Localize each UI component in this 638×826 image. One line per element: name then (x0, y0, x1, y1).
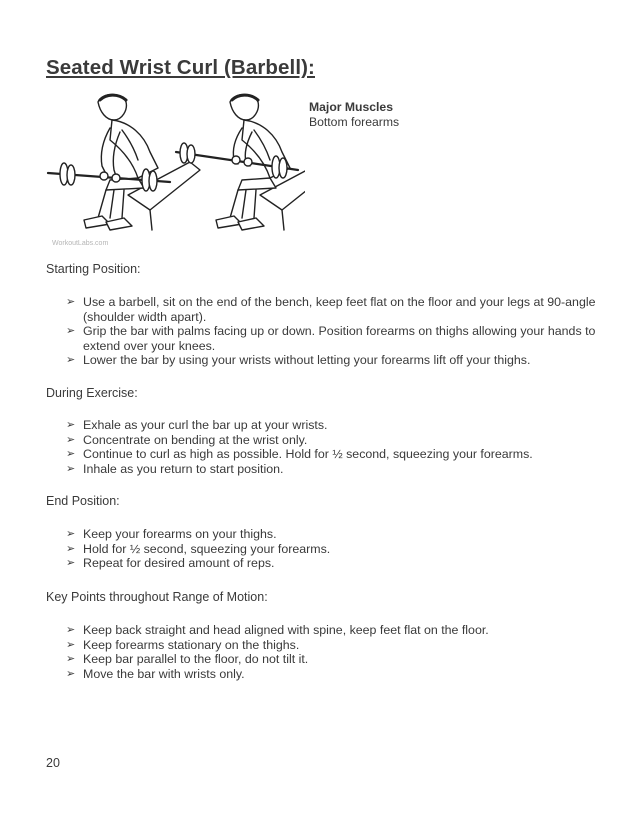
arrow-bullet-icon: ➢ (66, 557, 76, 570)
arrow-bullet-icon: ➢ (66, 433, 76, 446)
section-list-starting (66, 295, 606, 368)
arrow-bullet-icon: ➢ (66, 354, 76, 367)
arrow-bullet-icon: ➢ (66, 448, 76, 461)
list-item: ➢ Use a barbell, sit on the end of the bench, keep feet flat on the floor and your legs at 90-angle (shoulder width apart). (66, 295, 596, 324)
arrow-bullet-icon: ➢ (66, 624, 76, 636)
arrow-bullet-icon: ➢ (66, 325, 76, 338)
arrow-bullet-icon: ➢ (66, 462, 76, 475)
section-list-key-points (66, 623, 606, 681)
list-item: ➢ Repeat for desired amount of reps. (66, 556, 275, 571)
list-item: ➢ Lower the bar by using your wrists without letting your forearms lift off your thighs. (66, 353, 531, 368)
section-heading-starting: Starting Position: (46, 262, 141, 276)
section-list-end (66, 527, 606, 571)
arrow-bullet-icon: ➢ (66, 528, 76, 540)
page-number: 20 (46, 756, 60, 770)
seated-wrist-curl-illustration (40, 90, 305, 250)
list-item: ➢ Grip the bar with palms facing up or down. Position forearms on thighs allowing your hands to extend over your knees. (66, 324, 596, 353)
arrow-bullet-icon: ➢ (66, 653, 76, 666)
list-item: ➢ Exhale as your curl the bar up at your wrists. (66, 418, 328, 432)
list-item: ➢ Keep bar parallel to the floor, do not tilt it. (66, 652, 309, 667)
list-item: ➢ Keep back straight and head aligned with spine, keep feet flat on the floor. (66, 623, 489, 637)
list-item: ➢ Move the bar with wrists only. (66, 666, 245, 681)
arrow-bullet-icon: ➢ (66, 638, 76, 651)
exercise-figures-icon (40, 90, 305, 250)
arrow-bullet-icon: ➢ (66, 667, 76, 680)
list-item: ➢ Inhale as you return to start position. (66, 461, 284, 476)
major-muscles-heading: Major Muscles (309, 100, 393, 114)
arrow-bullet-icon: ➢ (66, 542, 76, 555)
exercise-title: Seated Wrist Curl (Barbell): (46, 56, 315, 79)
list-item: ➢ Hold for ½ second, squeezing your forearms. (66, 541, 331, 556)
arrow-bullet-icon: ➢ (66, 296, 76, 308)
figure-curled (176, 95, 305, 231)
section-heading-end: End Position: (46, 494, 120, 508)
list-item: ➢ Keep forearms stationary on the thighs. (66, 637, 300, 652)
figure-lowered (48, 95, 200, 231)
watermark-text: WorkoutLabs.com (52, 240, 109, 247)
list-item: ➢ Continue to curl as high as possible. Hold for ½ second, squeezing your forearms. (66, 447, 533, 462)
list-item: ➢ Keep your forearms on your thighs. (66, 527, 277, 541)
section-heading-key-points: Key Points throughout Range of Motion: (46, 590, 268, 604)
major-muscles-value: Bottom forearms (309, 115, 400, 129)
major-muscles-block (309, 100, 399, 130)
arrow-bullet-icon: ➢ (66, 419, 76, 431)
section-list-during (66, 418, 606, 476)
section-heading-during: During Exercise: (46, 386, 138, 400)
list-item: ➢ Concentrate on bending at the wrist only. (66, 432, 308, 447)
